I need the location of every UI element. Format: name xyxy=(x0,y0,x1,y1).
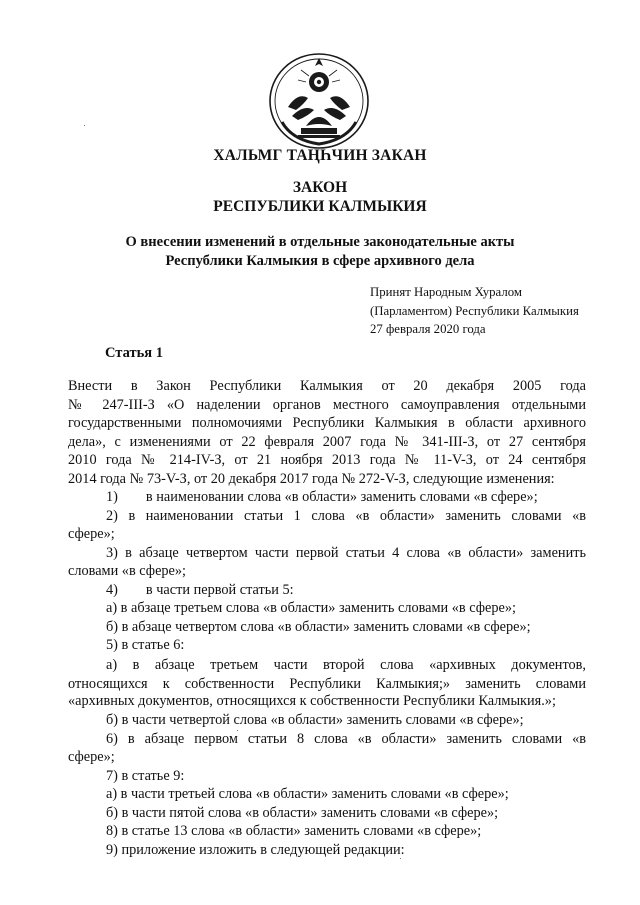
scan-speck xyxy=(237,730,238,731)
law-title-line2: РЕСПУБЛИКИ КАЛМЫКИЯ xyxy=(213,198,427,215)
item-5a-line1: а) в абзаце третьем части второй слова «архивных документов, xyxy=(106,657,586,673)
item-7a: а) в части третьей слова «в области» заменить словами «в сфере»; xyxy=(106,786,509,803)
republic-emblem xyxy=(268,52,370,150)
item-6-line1: 6) в абзаце первом статьи 8 слова «в области» заменить словами «в xyxy=(106,731,586,748)
item-8: 8) в статье 13 слова «в области» заменить словами «в сфере»; xyxy=(106,823,482,840)
scan-speck xyxy=(400,858,401,859)
item-3-line1: 3) в абзаце четвертом части первой статьи 4 слова «в области» заменить xyxy=(106,545,586,562)
item-5b: б) в части четвертой слова «в области» заменить словами «в сфере»; xyxy=(106,711,524,728)
intro-line-2: № 247-III-З «О наделении органов местного самоуправления отдельными xyxy=(68,396,586,413)
item-7: 7) в статье 9: xyxy=(106,767,185,784)
item-4-text: в части первой статьи 5: xyxy=(145,581,294,598)
intro-line-3: государственными полномочиями Республики Калмыкия в области архивного xyxy=(68,415,586,432)
law-subject-line2: Республики Калмыкия в сфере архивного дела xyxy=(165,253,475,269)
intro-line-4: дела», с изменениями от 22 февраля 2007 года № 341-III-З, от 27 сентября xyxy=(68,433,586,450)
item-4 xyxy=(106,582,294,599)
article-heading: Статья 1 xyxy=(105,345,163,361)
law-title xyxy=(0,178,640,216)
intro-line-5: 2010 года № 214-IV-З, от 21 ноября 2013 года № 11-V-З, от 24 сентября xyxy=(68,452,586,469)
scan-speck xyxy=(84,125,85,126)
adoption-line2: (Парламентом) Республики Калмыкия xyxy=(370,303,579,318)
item-5a-line2: относящихся к собственности Республики Калмыкия;» заменить словами xyxy=(68,675,586,692)
item-3-line2: словами «в сфере»; xyxy=(68,563,187,579)
item-2-line1: 2) в наименовании статьи 1 слова «в области» заменить словами «в xyxy=(106,508,586,525)
item-1-text: в наименовании слова «в области» заменить словами «в сфере»; xyxy=(145,488,538,505)
item-4-number: 4) xyxy=(106,581,118,598)
item-9: 9) приложение изложить в следующей редакции: xyxy=(106,842,405,858)
law-subject-line1: О внесении изменений в отдельные законодательные акты xyxy=(125,234,515,250)
item-7b: б) в части пятой слова «в области» заменить словами «в сфере»; xyxy=(106,804,499,821)
item-1-number: 1) xyxy=(106,488,118,505)
item-2-line2: сфере»; xyxy=(68,525,115,542)
law-title-line1: ЗАКОН xyxy=(292,179,348,196)
intro-line-1: Внести в Закон Республики Калмыкия от 20 декабря 2005 года xyxy=(68,378,586,394)
item-4a: а) в абзаце третьем слова «в области» заменить словами «в сфере»; xyxy=(106,600,516,617)
law-subject xyxy=(0,233,640,271)
item-5: 5) в статье 6: xyxy=(106,637,185,654)
title-kalmyk: ХАЛЬМГ ТАҢҺЧИН ЗАКАН xyxy=(213,147,427,164)
adoption-note xyxy=(370,283,579,339)
adoption-line1: Принят Народным Хуралом xyxy=(370,285,522,299)
adoption-line3: 27 февраля 2020 года xyxy=(370,322,486,336)
item-5a-line3: «архивных документов, относящихся к собственности Республики Калмыкия.»; xyxy=(68,693,556,710)
item-6-line2: сфере»; xyxy=(68,749,115,765)
item-1 xyxy=(106,489,538,506)
intro-line-6: 2014 года № 73-V-З, от 20 декабря 2017 года № 272-V-З, следующие изменения: xyxy=(68,471,555,487)
item-4b: б) в абзаце четвертом слова «в области» заменить словами «в сфере»; xyxy=(106,618,531,635)
